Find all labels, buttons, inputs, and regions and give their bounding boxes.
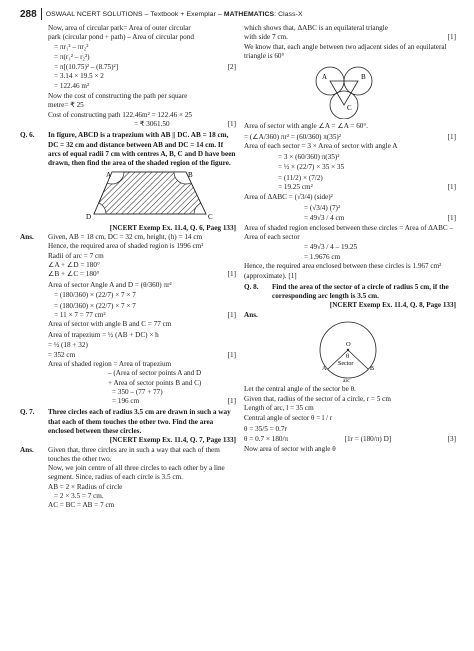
answer-6: Ans. Given, AB = 18 cm, DC = 32 cm, height, (h) = 14 cm bbox=[20, 233, 203, 242]
right-column bbox=[244, 24, 456, 454]
text-line: Let the central angle of the sector be θ. bbox=[244, 385, 356, 394]
text-line: Given that, radius of the sector of a circle, r = 5 cm bbox=[244, 394, 391, 403]
text-line: with side 7 cm. [1] bbox=[244, 33, 456, 42]
text-line: + Area of sector points B and C) bbox=[108, 378, 202, 387]
text-line: ∠A + ∠D = 180° bbox=[48, 260, 100, 269]
text-line: We know that, each angle between two adjacent sides of an equilateral triangle is 60° bbox=[244, 42, 447, 60]
equation-line: = 11 × 7 = 77 cm² [1] bbox=[54, 311, 236, 320]
marks: [3] bbox=[447, 435, 456, 444]
trapezium-figure bbox=[20, 168, 236, 220]
equation-line: = (√3/4) (7)² bbox=[304, 203, 341, 212]
equation-line: = 122.46 m² bbox=[54, 82, 90, 91]
text-line: Length of arc, l = 35 cm bbox=[244, 403, 314, 412]
marks: [1] bbox=[227, 119, 236, 128]
marks: [1] bbox=[447, 183, 456, 192]
equation-line: Central angle of sector θ = l / r bbox=[244, 414, 333, 423]
equation-line: = (∠A/360) πr² = (60/360) π(35)² [1] bbox=[244, 132, 456, 141]
marks: [1] bbox=[227, 311, 236, 320]
marks: [1] bbox=[227, 350, 236, 359]
equation-line: = 49√3 / 4 cm [1] bbox=[304, 214, 456, 223]
equation-line: = 3 × (60/360) π(35)² bbox=[278, 152, 340, 161]
question-8: Q. 8. Find the area of the sector of a circle of radius 5 cm, if the corresponding arc length is 3.5 cm. bbox=[244, 282, 449, 301]
text-line: Now the cost of constructing the path per square bbox=[48, 92, 188, 101]
text-line: Now, area of circular park= Area of outer circular bbox=[48, 24, 191, 32]
point-label-a: A bbox=[322, 366, 327, 373]
circle-label-a: A bbox=[322, 73, 328, 82]
marks: [1] bbox=[288, 271, 297, 280]
text-line: Radii of arc = 7 cm bbox=[48, 251, 104, 260]
equation-line: = 49√3 / 4 – 19.25 bbox=[304, 243, 358, 252]
text-line: which shows that, ΔABC is an equilateral triangle bbox=[244, 24, 388, 32]
text-line: Area of shaded region = Area of trapezium bbox=[48, 359, 172, 368]
text-line: Now area of sector with angle θ bbox=[244, 444, 336, 453]
text-line: = 350 – (77 + 77) bbox=[112, 387, 163, 396]
marks: [1] bbox=[447, 214, 456, 223]
page-header bbox=[20, 6, 454, 22]
equation-line: = 1.9676 cm bbox=[304, 252, 341, 261]
text-line: = 2 × 3.5 = 7 cm. bbox=[54, 492, 104, 501]
marks: [1] bbox=[447, 132, 456, 141]
text-line: metre= ₹ 25 bbox=[48, 101, 84, 110]
equation-line: θ = 0.7 × 180/π [1r = (180/π) D] [3] bbox=[244, 435, 456, 444]
equation-line: = ₹ 3061.50 [1] bbox=[134, 119, 236, 128]
marks: [2] bbox=[227, 62, 236, 71]
text-line: Hence, the required area enclosed between these circles is 1.967 cm² (approximate). [1] bbox=[244, 262, 442, 280]
text-line: park (circular pond + path) – Area of circular pond bbox=[48, 33, 194, 42]
vertex-label-a: A bbox=[106, 171, 112, 180]
equation-line: Area of trapezium = ½ (AB + DC) × h bbox=[48, 330, 159, 339]
text-line: Area of sector with angle ∠A = ∠A = 60°. bbox=[244, 122, 369, 131]
equation-line: = (180/360) × (22/7) × 7 × 7 bbox=[54, 301, 136, 310]
header-divider bbox=[41, 8, 42, 20]
sector-figure bbox=[244, 320, 456, 382]
text-line: Area of shaded region enclosed between these circles = Area of ΔABC – Area of each sector bbox=[244, 223, 454, 242]
text-line: Area of each sector = 3 × Area of sector with angle A bbox=[244, 142, 398, 151]
three-circles-figure bbox=[244, 61, 456, 119]
text-line: AC = BC = AB = 7 cm bbox=[48, 501, 115, 510]
running-title: OSWAAL NCERT SOLUTIONS – Textbook + Exemplar – MATHEMATICS: Class-X bbox=[45, 10, 303, 18]
answer-7: Ans. Given that, three circles are in such a way that each of them touches the other two. bbox=[20, 445, 220, 463]
equation-line: = 19.25 cm² [1] bbox=[278, 183, 456, 192]
vertex-label-c: C bbox=[208, 213, 213, 221]
equation-line: = 352 cm [1] bbox=[48, 350, 236, 359]
question-7-reference: [NCERT Exemp Ex. 11.4, Q. 7, Page 133] bbox=[109, 436, 236, 445]
angle-label-theta: θ bbox=[346, 353, 350, 361]
marks: [1] bbox=[227, 270, 236, 279]
marks: [1] bbox=[227, 397, 236, 406]
equation-line: = π(r₁² – r₂²) bbox=[54, 52, 90, 61]
answer-8: Ans. bbox=[244, 310, 258, 319]
equation-line: = πr₁² – πr₂² bbox=[54, 43, 89, 52]
arc-label: arc bbox=[343, 378, 350, 383]
text-line: = 196 cm [1] bbox=[112, 397, 236, 406]
vertex-label-b: B bbox=[188, 171, 193, 180]
equation-line: = ½ × (22/7) × 35 × 35 bbox=[278, 163, 345, 172]
text-line: Area of sector with angle B and C = 77 cm bbox=[48, 320, 172, 329]
left-column bbox=[20, 24, 236, 511]
text-line: ∠B + ∠C = 180° [1] bbox=[48, 270, 236, 279]
text-line: Now, we join centre of all three circles to each other by a line segment. Since, radius of each circle is 3.5 cm. bbox=[48, 464, 225, 482]
question-8-reference: [NCERT Exemp Ex. 11.4, Q. 8, Page 133] bbox=[329, 301, 456, 310]
page-number: 288 bbox=[20, 8, 37, 20]
equation-line: Area of sector Angle A and D = (θ/360) πr² bbox=[48, 280, 172, 289]
equation-line: = 3.14 × 19.5 × 2 bbox=[54, 72, 104, 81]
vertex-label-d: D bbox=[86, 213, 92, 221]
text-line: AB = 2 × Radius of circle bbox=[48, 482, 123, 491]
equation-line: = π[(10.75)² – (8.75)²] [2] bbox=[54, 62, 236, 71]
point-label-b: B bbox=[370, 366, 375, 373]
text-line: Hence, the required area of shaded region is 1996 cm² bbox=[48, 242, 204, 251]
note: [1r = (180/π) D] bbox=[344, 435, 392, 444]
question-6: Q. 6. In figure, ABCD is a trapezium with AB || DC. AB = 18 cm, DC = 32 cm and distance between AB and DC = 14 cm. If arcs of equal radii 7 cm with centres A, B, C and D have been drawn, then find the area of the shaded region of the figure. bbox=[20, 131, 236, 168]
question-6-reference: [NCERT Exemp Ex. 11.4, Q. 6, Paeg 133] bbox=[109, 223, 236, 232]
marks: [1] bbox=[447, 33, 456, 42]
equation-line: = (11/2) × (7/2) bbox=[278, 173, 323, 182]
equation-line: = ½ (18 + 32) bbox=[48, 341, 88, 350]
sector-label: Sector bbox=[338, 361, 354, 368]
equation-line: = (180/360) × (22/7) × 7 × 7 bbox=[54, 291, 136, 300]
equation-line: θ = 35/5 = 0.7r bbox=[244, 424, 287, 433]
circle-label-b: B bbox=[361, 73, 366, 82]
circle-label-c: C bbox=[347, 104, 352, 113]
center-label-o: O bbox=[346, 341, 351, 349]
text-line: – (Area of sector points A and D bbox=[108, 369, 202, 378]
text-line: Cost of constructing path 122.46m² = 122.46 × 25 bbox=[48, 110, 193, 119]
equation-line: Area of ΔABC = (√3/4) (side)² bbox=[244, 193, 333, 202]
question-7: Q. 7. Three circles each of radius 3.5 cm are drawn in such a way that each of them touches the other two. Find the area enclosed between these circles. bbox=[20, 408, 231, 435]
